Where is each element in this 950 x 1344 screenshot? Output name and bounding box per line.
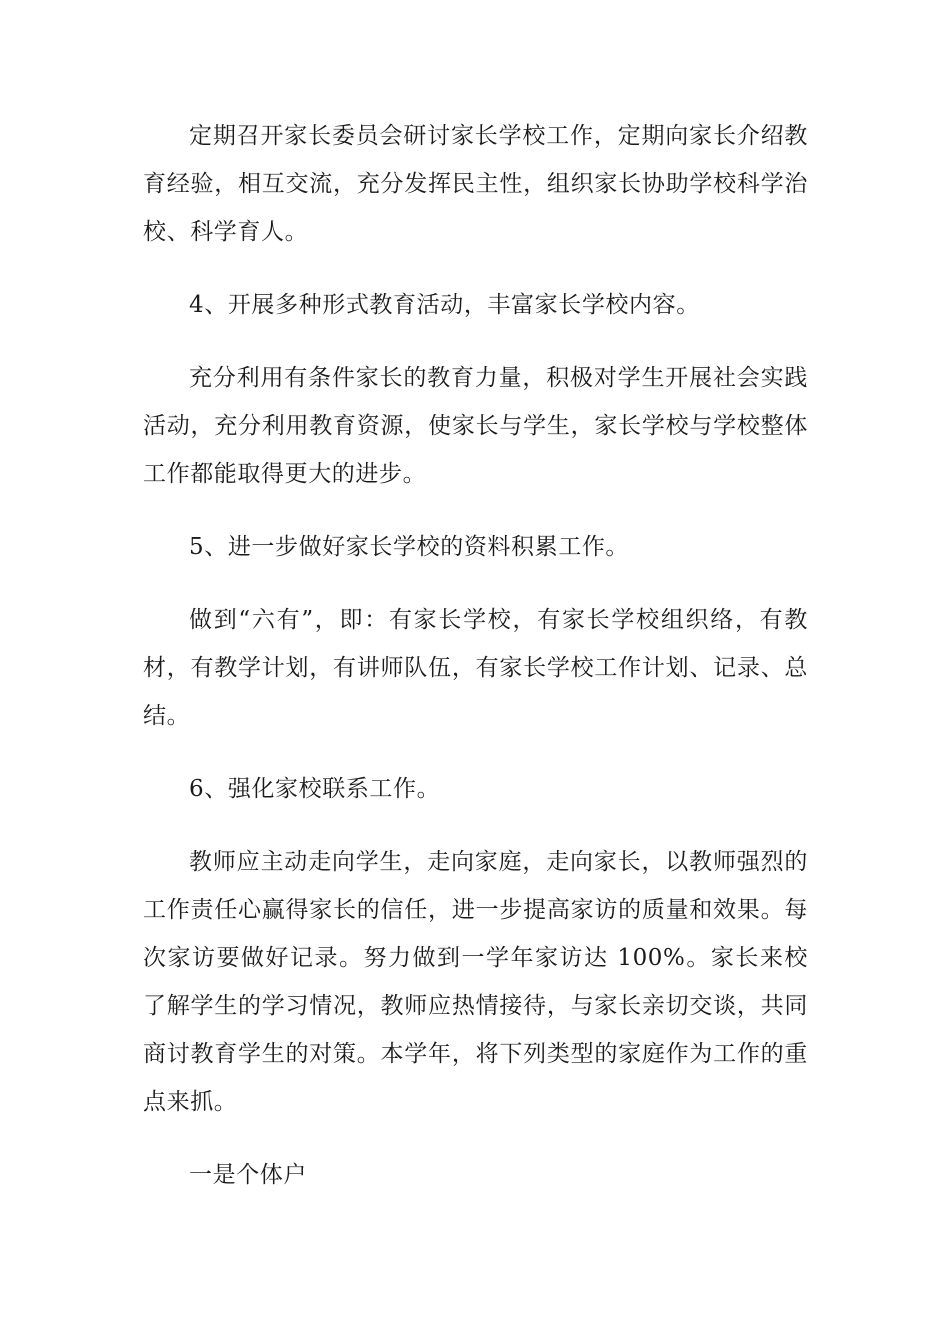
heading-item-6: 6、强化家校联系工作。 <box>189 776 441 802</box>
paragraph-education-resources: 充分利用有条件家长的教育力量，积极对学生开展社会实践活动，充分利用教育资源，使家长与学生，家长学校与学校整体工作都能取得更大的进步。 <box>143 365 808 487</box>
heading-item-5: 5、进一步做好家长学校的资料积累工作。 <box>189 534 630 560</box>
heading-item-4: 4、开展多种形式教育活动，丰富家长学校内容。 <box>189 292 700 318</box>
paragraph-first-type: 一是个体户 <box>189 1162 307 1188</box>
document-body <box>143 112 808 1224</box>
paragraph-home-visits: 教师应主动走向学生，走向家庭，走向家长，以教师强烈的工作责任心赢得家长的信任，进一步提高家访的质量和效果。每次家访要做好记录。努力做到一学年家访达 100%。家长来校了解学生的学习情况，教师应热情接待，与家长亲切交谈，共同商讨教育学生的对策。本学年，将下列类型的家庭作为工作的重点来抓。 <box>143 849 808 1115</box>
paragraph-parent-committee: 定期召开家长委员会研讨家长学校工作，定期向家长介绍教育经验，相互交流，充分发挥民主性，组织家长协助学校科学治校、科学育人。 <box>143 123 808 245</box>
paragraph-six-haves: 做到“六有”，即：有家长学校，有家长学校组织络，有教材，有教学计划，有讲师队伍，有家长学校工作计划、记录、总结。 <box>143 607 808 729</box>
